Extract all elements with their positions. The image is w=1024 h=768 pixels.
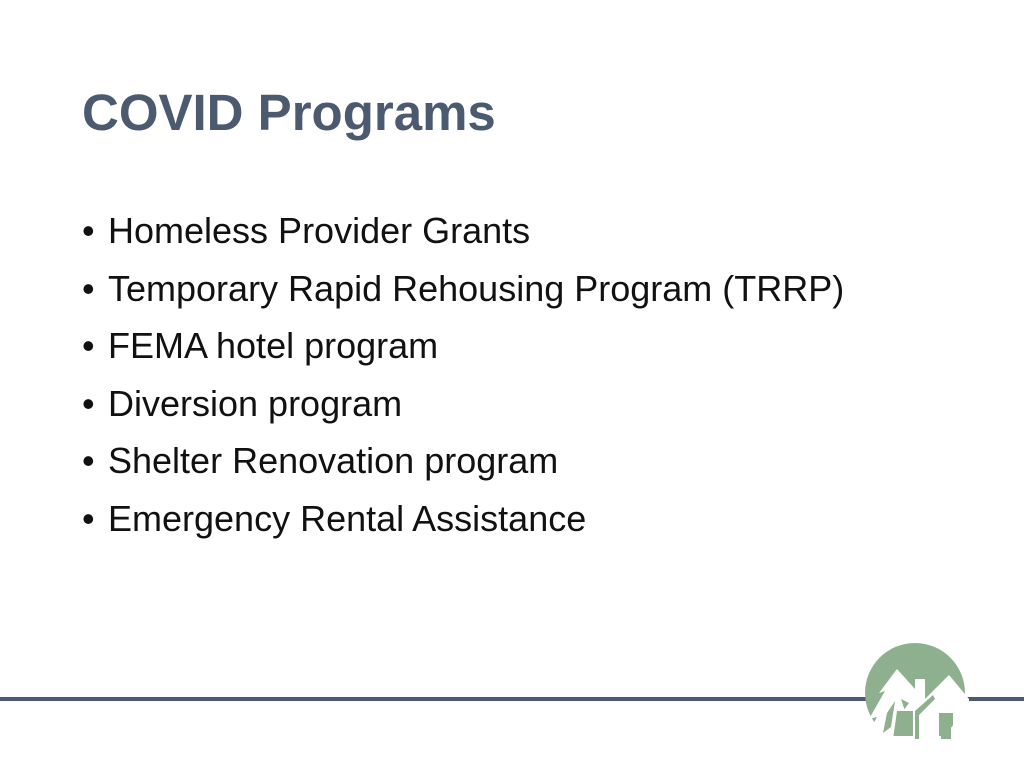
bullet-marker: •: [82, 440, 95, 481]
bullet-marker: •: [82, 267, 95, 309]
bullet-item: [82, 432, 844, 490]
bullet-marker: •: [82, 210, 95, 251]
bullet-item: [82, 260, 844, 318]
bullet-marker: •: [82, 382, 95, 424]
bullet-list: [82, 202, 844, 547]
bullet-text: Emergency Rental Assistance: [108, 497, 587, 539]
bullet-marker: •: [82, 497, 95, 539]
bullet-item: [82, 202, 844, 260]
bullet-item: [82, 317, 844, 375]
bullet-text: Diversion program: [108, 382, 403, 424]
bullet-marker: •: [82, 325, 95, 366]
slide-title: COVID Programs: [82, 84, 496, 141]
house-tree-logo-icon: [853, 641, 977, 749]
bullet-text: Temporary Rapid Rehousing Program (TRRP): [108, 267, 845, 309]
bullet-text: Homeless Provider Grants: [108, 210, 531, 251]
bullet-item: [82, 490, 844, 548]
bullet-text: Shelter Renovation program: [108, 440, 559, 481]
bullet-item: [82, 375, 844, 433]
bullet-text: FEMA hotel program: [108, 325, 439, 366]
